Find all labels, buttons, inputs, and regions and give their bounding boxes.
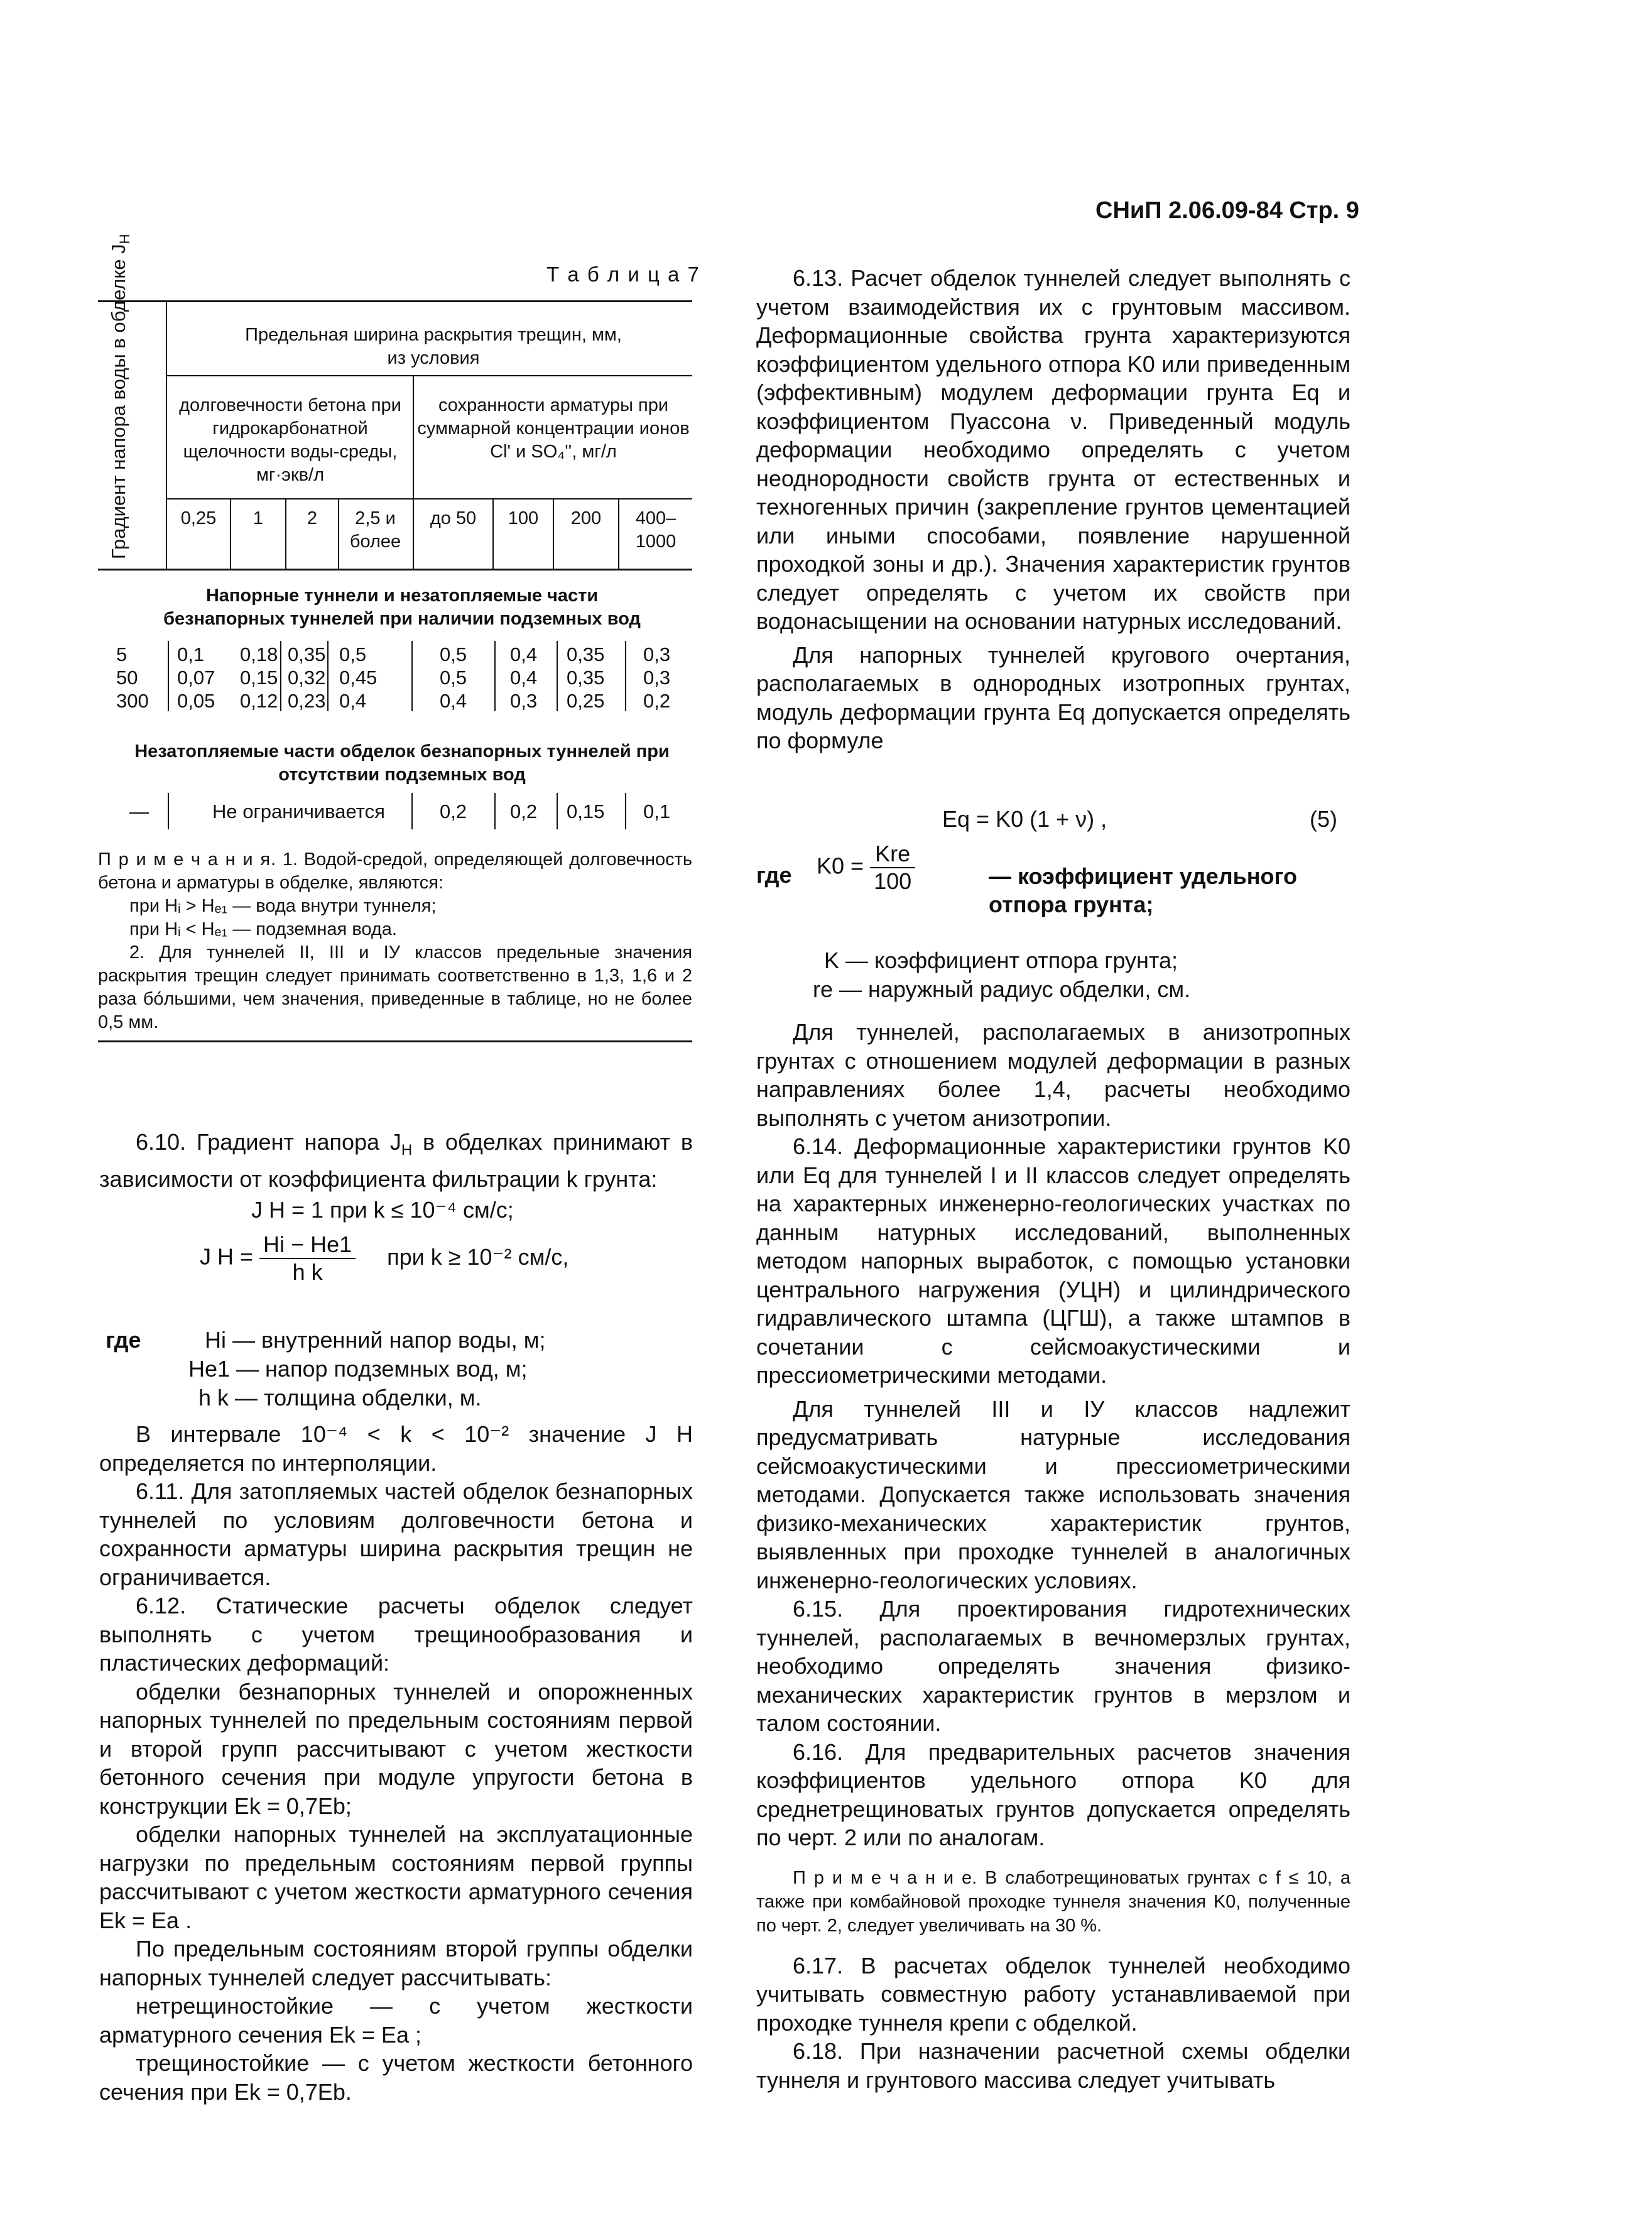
cell: 0,45	[339, 667, 378, 689]
re-description: re — наружный радиус обделки, см.	[813, 976, 1191, 1002]
sub-col-3: 2	[307, 508, 318, 528]
sub-col-7: 200	[570, 508, 602, 528]
sub-col-1: 0,25	[180, 508, 217, 528]
paragraph-6-15: 6.15. Для проектирования гидротехнических туннелей, располагаемых в вечномерзлых грунтах, необходимо определять значения физико-механических характеристик грунтов в мерзлом и талом состоянии.	[756, 1596, 1350, 1736]
cell: 0,4	[510, 667, 538, 689]
where-hi: Hi — внутренний напор воды, м;	[205, 1327, 546, 1353]
formula-number: (5)	[1310, 806, 1337, 832]
sub-col-5: до 50	[430, 508, 477, 528]
cell: 300	[116, 690, 149, 712]
cell: 0,35	[567, 643, 605, 665]
cell: 0,3	[643, 667, 671, 689]
paragraph-6-17: 6.17. В расчетах обделок туннелей необходимо учитывать совместную работу устанавливаемой при проходке туннеля крепи с обделкой.	[756, 1952, 1350, 2036]
paragraph-6-12d: нетрещиностойкие — с учетом жесткости арматурного сечения Ek = Ea ;	[99, 1993, 693, 2048]
where-label-right: где	[756, 862, 792, 888]
cell: 0,1	[643, 800, 671, 822]
paragraph-6-11: 6.11. Для затопляемых частей обделок безнапорных туннелей по условиям долговечности бетона и сохранности арматуры ширина раскрытия трещин не ограничивается.	[99, 1478, 693, 1590]
paragraph-6-13: 6.13. Расчет обделок туннелей следует выполнять с учетом взаимодействия их с грунтовым массивом. Деформационные свойства грунта характеризуются коэффициентом удельного отпора K0 или приведенным (эффективным) модулем деформации грунта Eq и коэффициентом Пуассона ν. Приведенный модуль деформации необходимо определять с учетом неоднородности свойств грунта от естественных и техногенных причин (закрепление грунтов цементацией или иными способами, появление нарушенной проходкой зоны и др.). Значения характеристик грунтов следует определять с учетом их свойств при водонасыщении на основании натурных исследований.	[756, 265, 1350, 634]
k0-description: — коэффициент удельного отпора грунта;	[989, 863, 1297, 917]
page-header: СНиП 2.06.09-84 Стр. 9	[1095, 197, 1359, 224]
left-column	[99, 1128, 693, 1193]
where-label: где	[106, 1327, 141, 1353]
table-notes	[98, 848, 692, 1034]
sub-col-6: 100	[508, 508, 539, 528]
note-1a: при Hᵢ > Hₑ₁ — вода внутри туннеля;	[129, 896, 437, 916]
cell: 0,2	[643, 690, 671, 712]
cell: 0,4	[510, 643, 538, 665]
formula-jh-1: J H = 1 при k ≤ 10⁻⁴ см/с;	[251, 1197, 514, 1223]
formula-jh-2: J H = $\frac{Hi - He1}{\text{h k}}$ при k ≥ 10⁻² см/с,	[200, 1231, 569, 1285]
cell: 0,2	[510, 800, 538, 822]
sub-col-8: 400–1000	[635, 508, 677, 552]
sub-col-2: 1	[253, 508, 264, 528]
cell: 0,35	[288, 643, 326, 665]
cell: 0,2	[440, 800, 467, 822]
top-header: Предельная ширина раскрытия трещин, мм, из условия	[245, 325, 622, 368]
right-column-lower	[756, 1018, 1350, 2094]
where-he1: He1 — напор подземных вод, м;	[188, 1356, 528, 1382]
cell: 0,5	[440, 643, 467, 665]
paragraph-6-12b: обделки напорных туннелей на эксплуатационные нагрузки по предельным состояниям первой группы рассчитывают с учетом жесткости арматурного сечения Ek = Ea .	[99, 1821, 693, 1933]
cell: 0,05	[177, 690, 215, 712]
table-caption: Т а б л и ц а 7	[546, 263, 700, 286]
cell: 0,4	[339, 690, 367, 712]
cell: —	[129, 800, 149, 822]
paragraph-6-14: 6.14. Деформационные характеристики грунтов K0 или Eq для туннелей I и II классов следует определять на характерных инженерно-геологических участках по данным натурных исследований, выполненных методом напорных выработок, с помощью установки центрального нагружения (УЦН) и цилиндрического гидравлического штампа (ЦГШ), а также штампов в сочетании с сейсмоакустическими и прессиометрическими методами.	[756, 1133, 1350, 1388]
formula-k0: K0 = $\frac{\text{Kre}}{100}$	[817, 841, 915, 895]
cell: 5	[116, 643, 128, 665]
right-column	[756, 264, 1350, 755]
note-1: 1. Водой-средой, определяющей долговечность бетона и арматуры в обделке, являются:	[98, 849, 692, 893]
cell: 0,32	[288, 667, 326, 689]
cell: 0,07	[177, 667, 215, 689]
where-hk: h k — толщина обделки, м.	[198, 1385, 482, 1411]
paragraph-6-18: 6.18. При назначении расчетной схемы обделки туннеля и грунтового массива следует учитывать	[756, 2038, 1350, 2093]
formula-eq: Eq = K0 (1 + ν) ,	[942, 806, 1107, 832]
cell: 0,3	[510, 690, 538, 712]
paragraph-interval: В интервале 10⁻⁴ < k < 10⁻² значение J H определяется по интерполяции.	[99, 1421, 693, 1476]
cell: 0,12	[240, 690, 278, 712]
paragraph-6-12e: трещиностойкие — с учетом жесткости бетонного сечения при Ek = 0,7Eb.	[99, 2050, 693, 2105]
paragraph-6-14b: Для туннелей III и IУ классов надлежит предусматривать натурные исследования сейсмоакустическими и прессиометрическими методами. Допускается также использовать значения физико-механических характеристик грунтов, выявленных при проходке туннелей в аналогичных инженерно-геологических условиях.	[756, 1395, 1350, 1593]
paragraph-6-12c: По предельным состояниям второй группы обделки напорных туннелей следует рассчитывать:	[99, 1936, 693, 1990]
paragraph-6-13b: Для напорных туннелей кругового очертания, располагаемых в однородных изотропных грунтах, модуль деформации грунта Eq допускается определять по формуле	[756, 641, 1350, 753]
cell: 0,5	[339, 643, 367, 665]
paragraph-6-16: 6.16. Для предварительных расчетов значения коэффициентов удельного отпора K0 для среднетрещиноватых грунтов допускается определять по черт. 2 или по аналогам.	[756, 1738, 1350, 1850]
left-column-lower	[99, 1420, 693, 2106]
cell: 0,25	[567, 690, 605, 712]
cell: 0,15	[240, 667, 278, 689]
cell: Не ограничивается	[212, 800, 385, 822]
cell: 50	[116, 667, 138, 689]
note-2: 2. Для туннелей II, III и IУ классов предельные значения раскрытия трещин следует принимать соответственно в 1,3, 1,6 и 2 раза бо́льшими, чем значения, приведенные в таблице, но не более 0,5 мм.	[98, 942, 692, 1032]
note-1b: при Hᵢ < Hₑ₁ — подземная вода.	[129, 919, 397, 939]
cell: 0,23	[288, 690, 326, 712]
note-6-16: П р и м е ч а н и е. В слаботрещиноватых грунтах с f ≤ 10, а также при комбайновой проходке туннеля значения K0, полученные по черт. 2, следует увеличивать на 30 %.	[756, 1867, 1350, 1936]
cell: 0,5	[440, 667, 467, 689]
row-header: Градиент напора воды в обделке $J_H$	[107, 234, 133, 559]
note-lead: П р и м е ч а н и я.	[98, 849, 277, 870]
cell: 0,4	[440, 690, 467, 712]
cell: 0,18	[240, 643, 278, 665]
group2-header: сохранности арматуры при суммарной концентрации ионов Cl' и SO₄'', мг/л	[417, 395, 690, 462]
paragraph-6-12: 6.12. Статические расчеты обделок следует выполнять с учетом трещинообразования и пластических деформаций:	[99, 1593, 693, 1676]
cell: 0,35	[567, 667, 605, 689]
k-description: K — коэффициент отпора грунта;	[824, 947, 1178, 973]
section1-title: Напорные туннели и незатопляемые части безнапорных туннелей при наличии подземных вод	[163, 586, 641, 629]
section2-title: Незатопляемые части обделок безнапорных туннелей при отсутствии подземных вод	[134, 741, 670, 785]
cell: 0,3	[643, 643, 671, 665]
cell: 0,15	[567, 800, 605, 822]
paragraph-6-10: 6.10. Градиент напора $J_H$ в обделках принимают в зависимости от коэффициента фильтрации k грунта:	[99, 1129, 693, 1192]
group1-header: долговечности бетона при гидрокарбонатной щелочности воды-среды, мг·экв/л	[179, 395, 401, 485]
paragraph-aniso: Для туннелей, располагаемых в анизотропных грунтах с отношением модулей деформации в разных направлениях более 1,4, расчеты необходимо выполнять с учетом анизотропии.	[756, 1019, 1350, 1131]
sub-col-4: 2,5 и более	[349, 508, 401, 552]
paragraph-6-12a: обделки безнапорных туннелей и опорожненных напорных туннелей по предельным состояниям первой и второй групп рассчитывают с учетом жесткости бетонного сечения при модуле упругости бетона в конструкции Ek = 0,7Eb;	[99, 1678, 693, 1819]
cell: 0,1	[177, 643, 205, 665]
